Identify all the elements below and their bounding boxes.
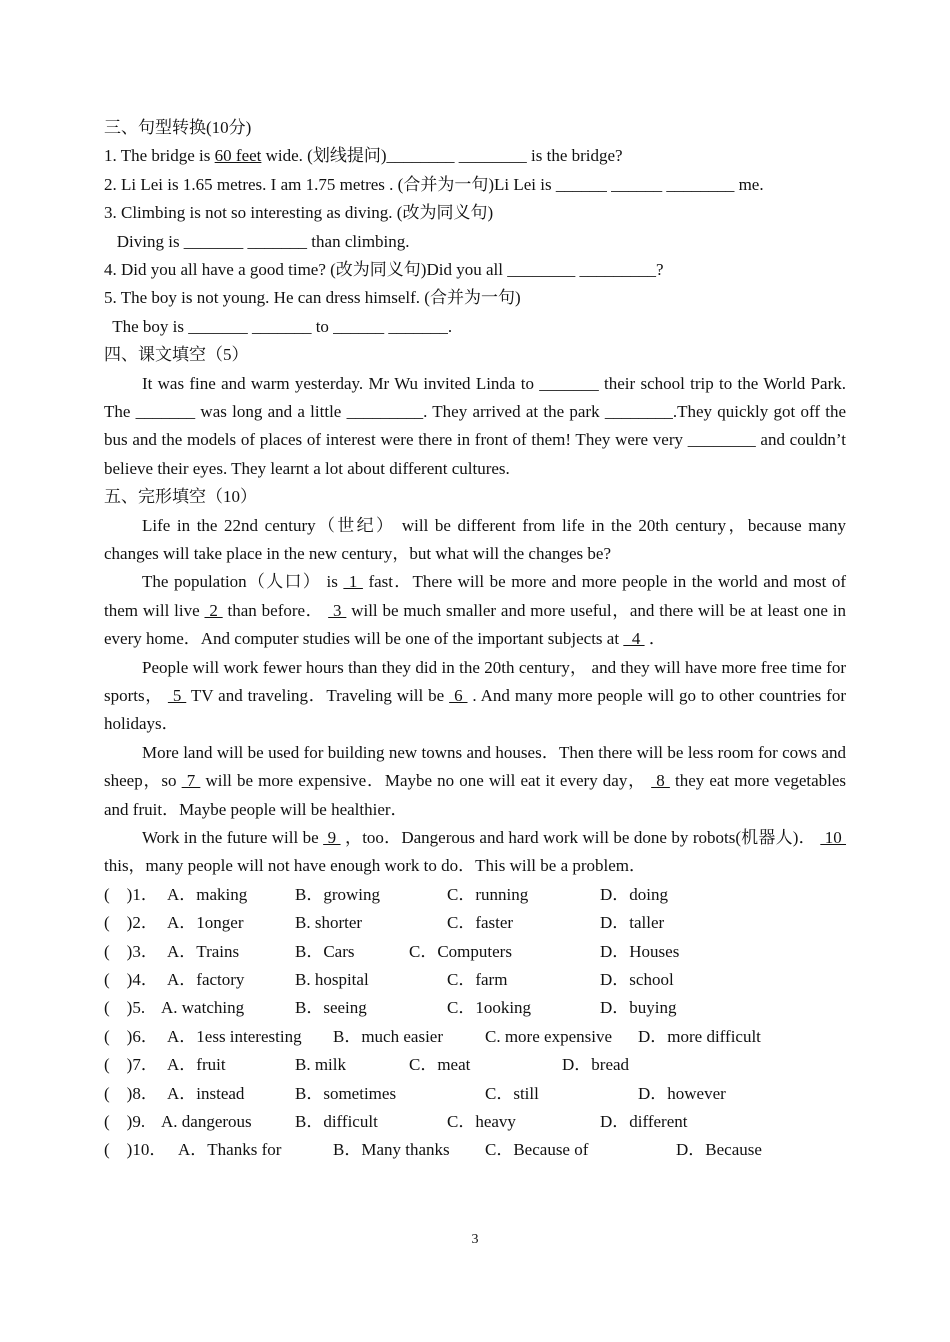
section4-heading: 四、课文填空（5） (104, 345, 249, 365)
option-row-9 (104, 1108, 846, 1136)
option-d: D．however (638, 1083, 726, 1103)
blank-10: 10 (820, 828, 847, 847)
option-c: C．meat (409, 1055, 471, 1075)
option-b: B．much easier (333, 1026, 443, 1046)
blank-6: 6 (449, 685, 468, 705)
page-content (104, 114, 846, 1165)
blank-3: 3 (328, 600, 347, 620)
option-row-10 (104, 1136, 846, 1164)
cloze-paragraph-4: More land will be used for building new towns and houses．Then there will be less room for cows and sheep，so 7 will be more expensive．Maybe no one will eat it every day， 8 they eat more vegetables and fruit．Maybe people will be healthier． (104, 742, 847, 819)
option-a: A．Thanks for (178, 1140, 282, 1160)
blank-5: 5 (167, 685, 187, 705)
cloze-paragraph-2: The population（人口） is 1 fast．There will be more and more people in the world and most of them will live 2 than before． 3 will be much smaller and more useful，and there will be at least one in every home．And computer studies will be one of the important subjects at 4 ． (104, 572, 846, 649)
option-c: C．faster (447, 913, 514, 933)
section3-q5-line1: 5. The boy is not young. He can dress himself. (合并为一句) (104, 288, 521, 308)
question-number: ( )10． (104, 1140, 167, 1160)
option-a: A．instead (167, 1083, 245, 1103)
question-number: ( )9. (104, 1111, 146, 1131)
option-b: B. milk (295, 1055, 347, 1075)
section3-q2: 2. Li Lei is 1.65 metres. I am 1.75 metres . (合并为一句)Li Lei is ______ ______ ________ me. (104, 174, 764, 194)
option-c: C．1ooking (447, 998, 532, 1018)
underlined-phrase: 60 feet (214, 146, 262, 166)
cloze-paragraph-3: People will work fewer hours than they did in the 20th century， and they will have more free time for sports， 5 TV and traveling．Traveling will be 6 . And many more people will go to other countries for holidays． (104, 657, 847, 734)
option-a: A．making (167, 884, 248, 904)
option-c: C. more expensive (485, 1026, 612, 1046)
question-number: ( )6． (104, 1026, 158, 1046)
option-d: D．buying (600, 998, 677, 1018)
section5-heading: 五、完形填空（10） (104, 487, 257, 507)
question-number: ( )3． (104, 941, 158, 961)
section3-q1: 1. The bridge is 60 feet wide. (划线提问)________ ________ is the bridge? (104, 146, 623, 166)
option-b: B. hospital (295, 969, 369, 989)
section4-passage: It was fine and warm yesterday. Mr Wu invited Linda to _______ their school trip to the World Park. The _______ was long and a little _________. They arrived at the park ________.They quickly got off the bus and the models of places of interest were there in front of them! They were very ________ and couldn’t believe their eyes. They learnt a lot about different cultures. (104, 373, 846, 478)
option-row-8 (104, 1080, 846, 1108)
option-row-2 (104, 909, 846, 937)
section3-q3-line2: Diving is _______ _______ than climbing. (104, 231, 410, 251)
blank-4: 4 (623, 629, 645, 649)
option-d: D．Houses (600, 941, 680, 961)
option-b: B．seeing (295, 998, 367, 1018)
option-b: B．Cars (295, 941, 355, 961)
option-c: C．Because of (485, 1140, 589, 1160)
option-b: B. shorter (295, 913, 363, 933)
blank-8: 8 (651, 771, 670, 791)
option-row-6 (104, 1023, 846, 1051)
option-row-7 (104, 1051, 846, 1079)
blank-7: 7 (181, 771, 201, 791)
option-a: A．Trains (167, 941, 240, 961)
option-row-1 (104, 881, 846, 909)
option-d: D．doing (600, 884, 668, 904)
cloze-paragraph-1: Life in the 22nd century（世纪） will be different from life in the 20th century，because many changes will take place in the new century，but what will the changes be? (104, 515, 846, 563)
option-d: D．bread (562, 1055, 630, 1075)
blank-2: 2 (204, 600, 223, 620)
question-number: ( )8． (104, 1083, 158, 1103)
option-c: C．farm (447, 969, 508, 989)
option-d: D．Because (676, 1140, 762, 1160)
question-number: ( )2． (104, 913, 158, 933)
question-number: ( )1． (104, 884, 158, 904)
option-b: B．growing (295, 884, 380, 904)
blank-9: 9 (323, 828, 341, 847)
section3-q5-line2: The boy is _______ _______ to ______ _______. (104, 316, 453, 336)
option-c: C．running (447, 884, 529, 904)
option-a: A．1onger (167, 913, 244, 933)
section3-q3-line1: 3. Climbing is not so interesting as diving. (改为同义句) (104, 203, 494, 223)
option-row-4 (104, 966, 846, 994)
option-b: B．Many thanks (333, 1140, 450, 1160)
option-a: A．fruit (167, 1055, 226, 1075)
cloze-paragraph-5: Work in the future will be 9 ，too．Dangerous and hard work will be done by robots(机器人)． 10 this，many people will not have enough work to do．This will be a problem． (104, 828, 847, 876)
option-d: D．taller (600, 913, 665, 933)
option-a: A．1ess interesting (167, 1026, 302, 1046)
option-c: C．heavy (447, 1111, 516, 1131)
option-d: D．more difficult (638, 1026, 761, 1046)
question-number: ( )4． (104, 969, 158, 989)
option-b: B．sometimes (295, 1083, 397, 1103)
option-row-3 (104, 938, 846, 966)
section3-heading: 三、句型转换(10分) (104, 118, 252, 137)
option-c: C．still (485, 1083, 539, 1103)
option-a: A. dangerous (161, 1111, 252, 1131)
option-d: D．different (600, 1111, 688, 1131)
option-c: C．Computers (409, 941, 512, 961)
page-number: 3 (471, 1232, 479, 1247)
question-number: ( )7． (104, 1055, 158, 1075)
blank-1: 1 (343, 572, 363, 592)
section3-q4: 4. Did you all have a good time? (改为同义句)Did you all ________ _________? (104, 259, 664, 279)
question-number: ( )5. (104, 998, 146, 1018)
option-a: A. watching (161, 998, 245, 1018)
option-row-5 (104, 994, 846, 1022)
option-a: A．factory (167, 969, 245, 989)
option-b: B．difficult (295, 1111, 378, 1131)
option-d: D．school (600, 969, 674, 989)
